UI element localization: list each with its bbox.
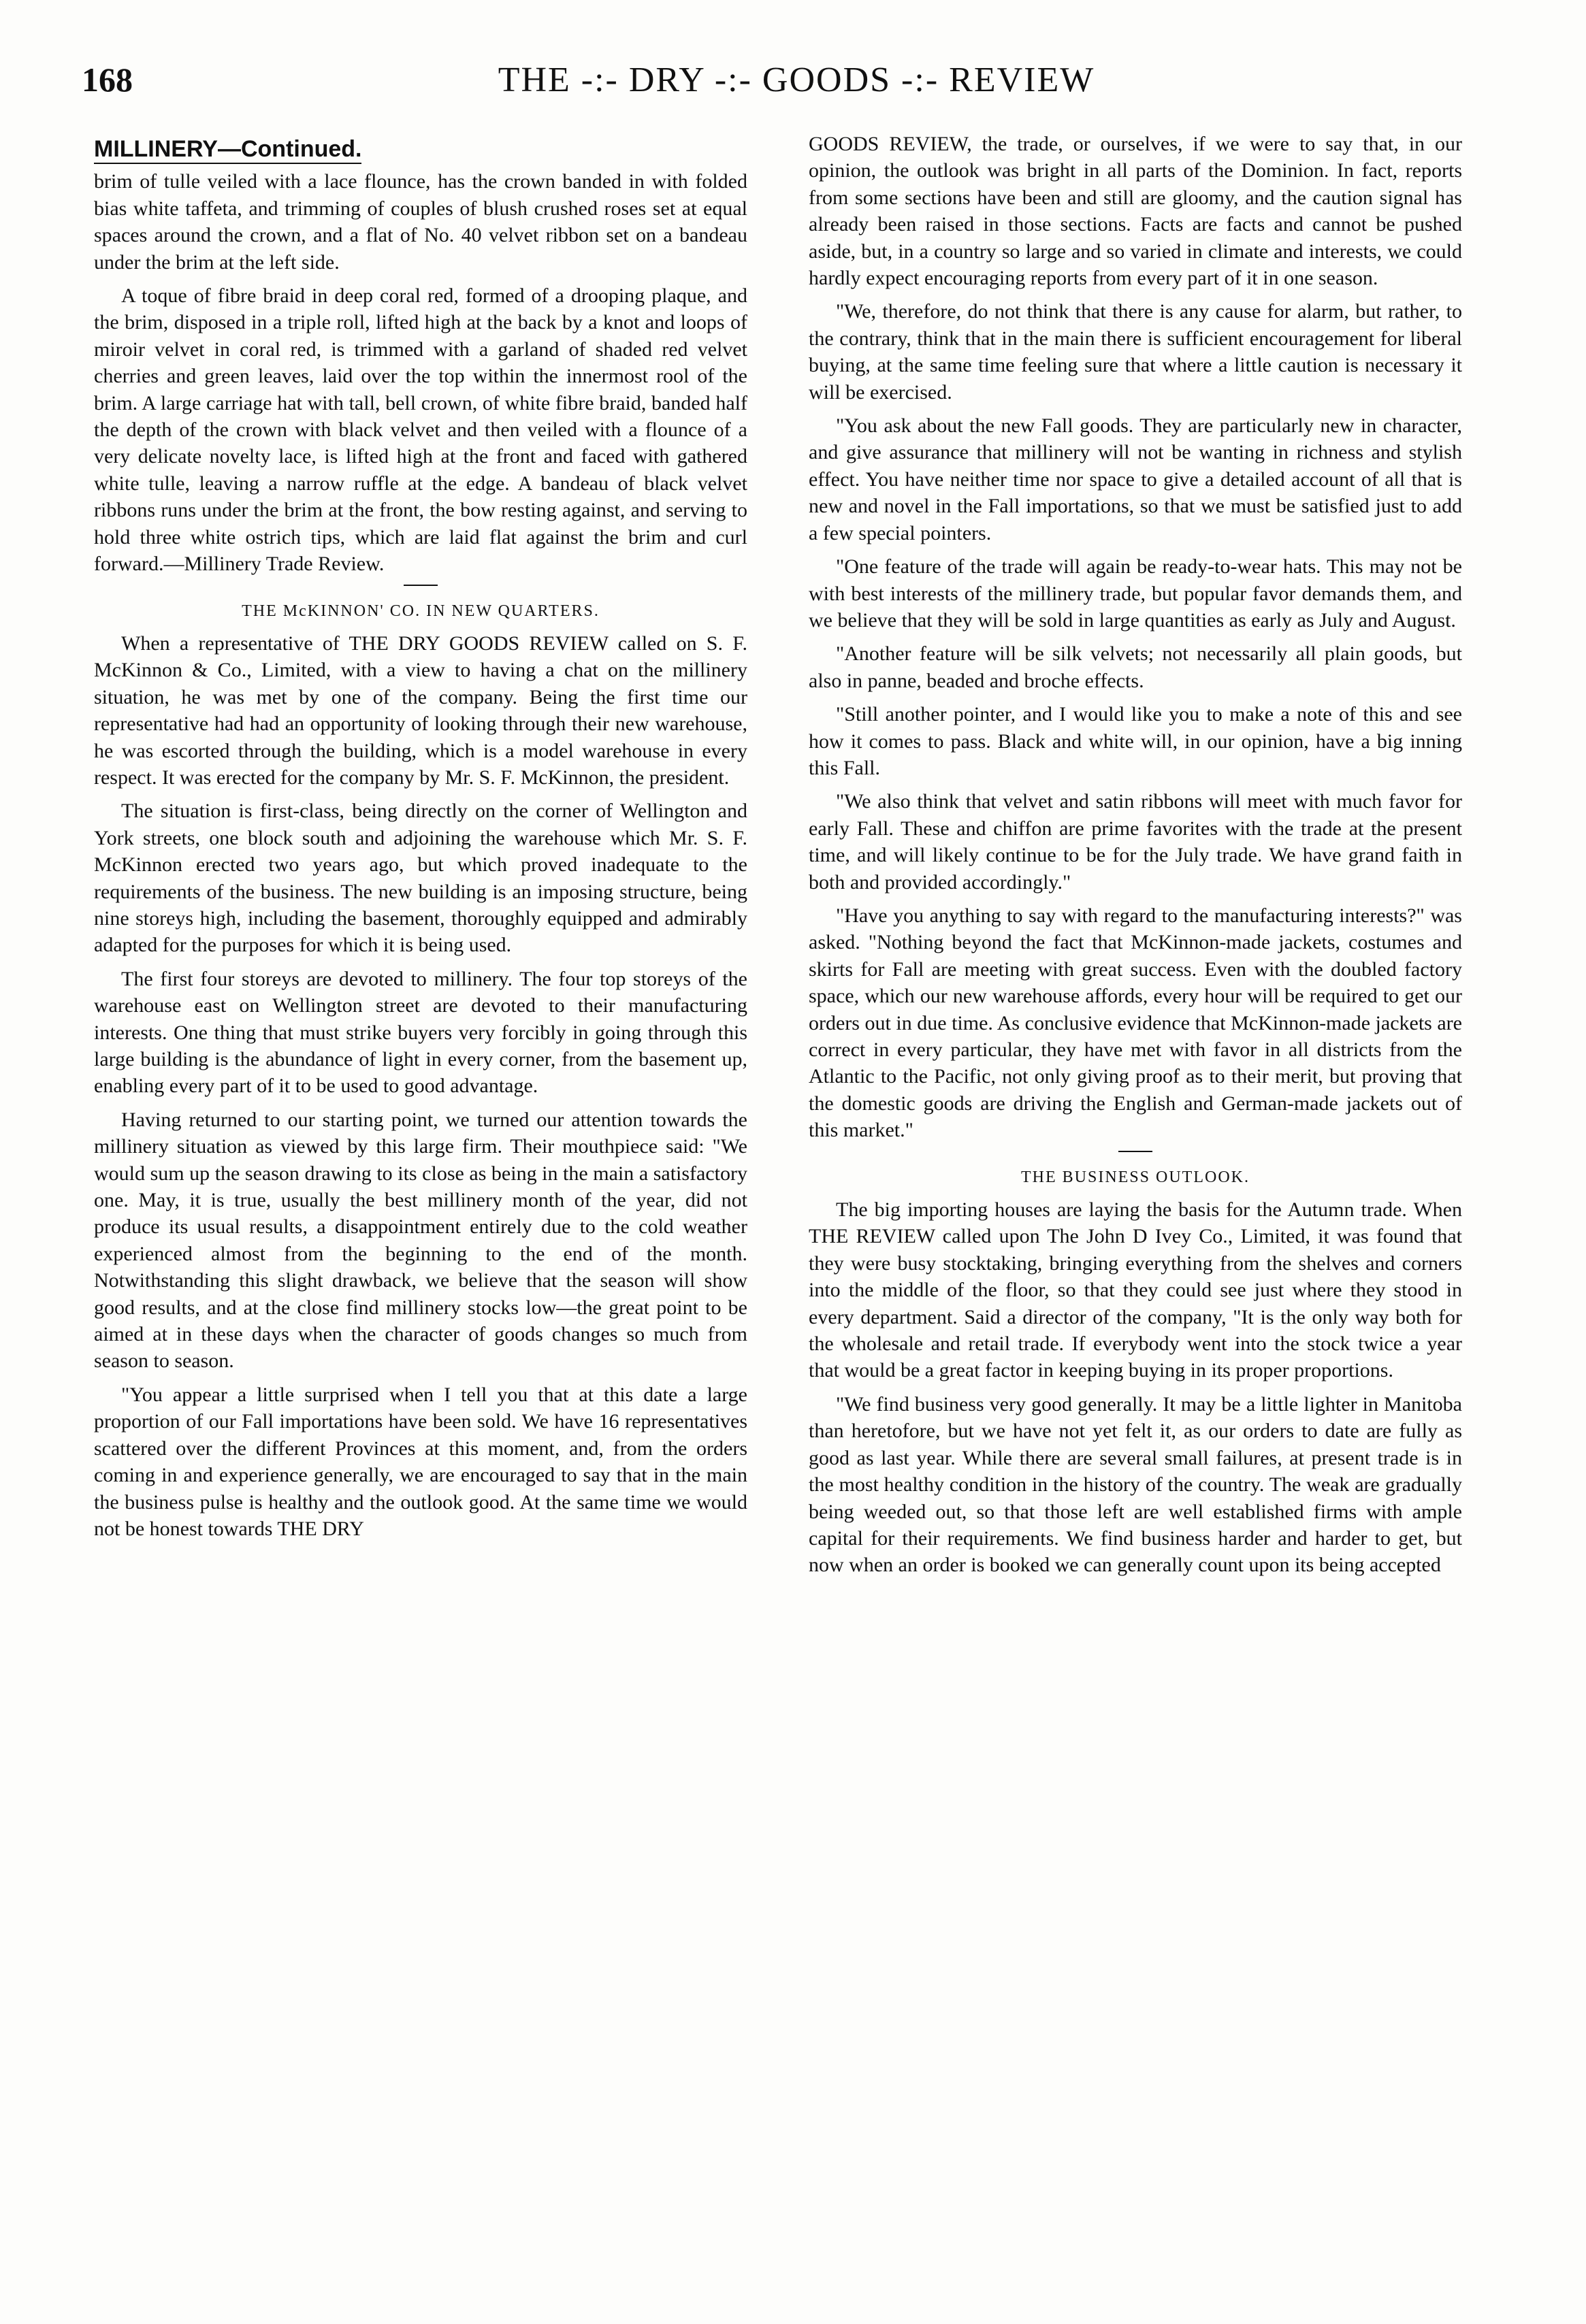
article-heading: THE McKINNON' CO. IN NEW QUARTERS. [242,602,600,620]
paragraph: A toque of fibre braid in deep coral red, formed of a drooping plaque, and the brim, disposed in a triple roll, lifted high at the back by a knot and loops of miroir velvet in coral red, is trimmed with a garland of shaded red velvet cherries and green leaves, laid over the top within the innermost rool of the brim. A large carriage hat with tall, bell crown, of white fibre braid, banded half the depth of the crown with black velvet and then veiled with a flounce of a very delicate novelty lace, is lifted high at the front and faced with gathered white tulle, leaving a narrow ruffle at the edge. A bandeau of black velvet ribbons runs under the brim at the front, the bow resting against, and serving to hold three white ostrich tips, which are laid flat against the brim and curl forward.—Millinery Trade Review. [94,284,747,576]
paragraph: The situation is first-class, being directly on the corner of Wellington and York streets, one block south and adjoining the warehouse which Mr. S. F. McKinnon erected two years ago, but which proved inadequate to the requirements of the business. The new building is an imposing structure, being nine storeys high, including the basement, thoroughly equipped and admirably adapted for the purposes for which it is being used. [94,800,747,957]
paragraph: "We find business very good generally. It may be a little lighter in Manitoba than heretofore, but we have not yet felt it, as our orders to date are fully as good as last year. While there are several small failures, at present trade is in the most healthy condition in the history of the country. The weak are gradually being weeded out, so that those left are well established firms with ample capital for their requirements. We find business harder and harder to get, but now when an order is booked we can generally count upon its being accepted [809,1392,1462,1577]
paragraph: "We also think that velvet and satin ribbons will meet with much favor for early Fall. These and chiffon are prime favorites with the trade at the present time, and will likely continue to be for the July trade. We have grand faith in both and provided accordingly." [809,790,1462,894]
paragraph: "Have you anything to say with regard to the manufacturing interests?" was asked. "Nothing beyond the fact that McKinnon-made jackets, costumes and skirts for Fall are meeting with great success. Even with the doubled factory space, which our new warehouse affords, every hour will be required to get our orders out in due time. As conclusive evidence that McKinnon-made jackets are correct in every particular, they have met with favor in all districts from the Atlantic to the Pacific, not only giving proof as to their merit, but proving that the domestic goods are driving the English and German-made jackets out of this market." [809,904,1462,1142]
paragraph: "You appear a little surprised when I tell you that at this date a large proportion of our Fall importations have been sold. We have 16 representatives scattered over the different Provinces at this moment, and, from the orders coming in and experience generally, we are encouraged to say that in the main the business pulse is healthy and the outlook good. At the same time we would not be honest towards THE DRY [94,1383,747,1540]
paragraph: brim of tulle veiled with a lace flounce, has the crown banded in with folded bias white taffeta, and trimming of couples of blush crushed roses set at equal spaces around the crown, and a flat of No. 40 velvet ribbon set on a bandeau under the brim at the left side. [94,170,747,274]
paragraph: The first four storeys are devoted to millinery. The four top storeys of the warehouse east on Wellington street are devoted to their manufacturing interests. One thing that must strike buyers very forcibly in going through this large building is the abundance of light in every corner, from the basement up, enabling every part of it to be used to good advantage. [94,967,747,1098]
paragraph: "Another feature will be silk velvets; not necessarily all plain goods, but also in panne, beaded and broche effects. [809,642,1462,692]
page-number: 168 [82,61,133,99]
journal-title: THE -:- DRY -:- GOODS -:- REVIEW [498,61,1095,99]
divider [1118,1151,1152,1152]
paragraph: When a representative of THE DRY GOODS REVIEW called on S. F. McKinnon & Co., Limited, with a view to having a chat on the millinery situation, he was met by one of the company. Being the first time our representative had had an opportunity of looking through their new warehouse, he was escorted through the building, which is a model warehouse in every respect. It was erected for the company by Mr. S. F. McKinnon, the president. [94,632,747,789]
paragraph: "We, therefore, do not think that there is any cause for alarm, but rather, to the contrary, think that in the main there is sufficient encouragement for liberal buying, at the same time feeling sure that where a little caution is necessary it will be exercised. [809,300,1462,404]
paragraph: Having returned to our starting point, we turned our attention towards the millinery situation as viewed by this large firm. Their mouthpiece said: "We would sum up the season drawing to its close as being in the main a satisfactory one. May, it is true, usually the best millinery month of the year, did not produce its usual results, a disappointment entirely due to the cold weather experienced almost from the beginning to the end of the month. Notwithstanding this slight drawback, we believe that the season will show good results, and at the close find millinery stocks low—the great point to be aimed at in these days when the character of goods changes so much from season to season. [94,1108,747,1373]
paragraph: GOODS REVIEW, the trade, or ourselves, if we were to say that, in our opinion, the outlook was bright in all parts of the Dominion. In fact, reports from some sections have been and still are gloomy, and the caution signal has already been raised in those sections. Facts are facts and cannot be pushed aside, but, in a country so large and so varied in climate and interests, we could hardly expect encouraging reports from every part of it in one season. [809,133,1462,290]
paragraph: "One feature of the trade will again be ready-to-wear hats. This may not be with best interests of the millinery trade, but popular favor demands them, and we believe that they will be sold in large quantities as early as July and August. [809,555,1462,632]
page-header [82,60,1511,121]
paragraph: The big importing houses are laying the basis for the Autumn trade. When THE REVIEW called upon The John D Ivey Co., Limited, it was found that they were busy stocktaking, bringing everything from the shelves and corners into the middle of the floor, so that they could see just where they stood in every department. Said a director of the company, "It is the only way both for the wholesale and retail trade. If everybody went into the stock twice a year that would be a great factor in keeping buying in its proper proportions. [809,1198,1462,1382]
paragraph: "Still another pointer, and I would like you to make a note of this and see how it comes to pass. Black and white will, in our opinion, have a big inning this Fall. [809,703,1462,779]
divider [404,585,438,586]
paragraph: "You ask about the new Fall goods. They are particularly new in character, and give assurance that millinery will not be wanting in richness and stylish effect. You have neither time nor space to give a detailed account of all that is new and novel in the Fall importations, so that we must be satisfied just to add a few special pointers. [809,414,1462,544]
section-heading: MILLINERY—Continued. [94,136,361,164]
article-heading: THE BUSINESS OUTLOOK. [1021,1168,1250,1186]
right-column [809,131,1462,1586]
left-column [94,136,747,1549]
